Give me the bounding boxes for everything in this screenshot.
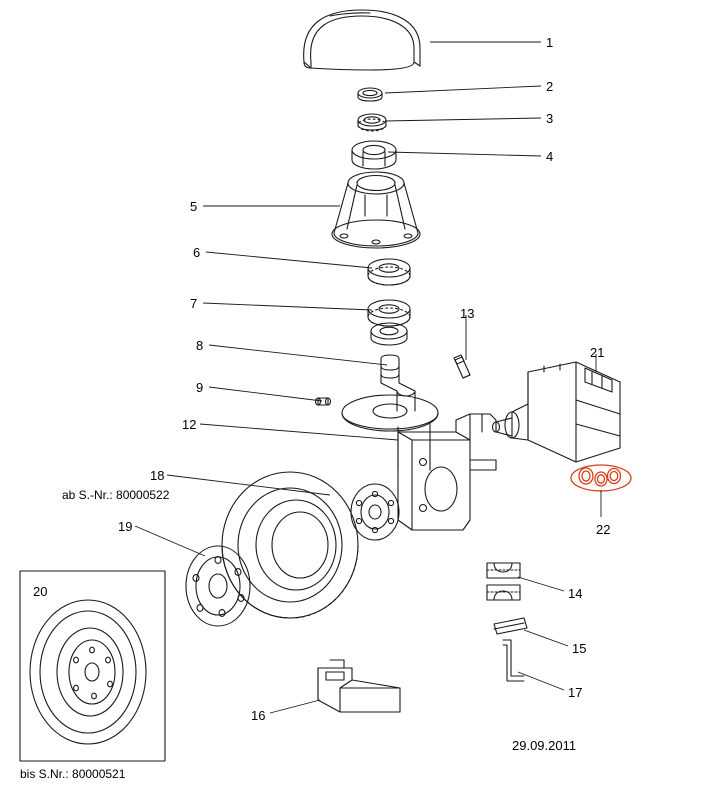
part-20-inset (20, 571, 165, 761)
part-17-rod (503, 640, 524, 681)
leader-line-16 (270, 700, 320, 713)
leader-line-18 (167, 475, 330, 495)
leader-line-17 (518, 672, 564, 690)
leader-line-6 (206, 252, 372, 268)
leader-line-2 (385, 86, 541, 93)
part-5-hub-housing (332, 172, 420, 248)
callout-1[interactable]: 1 (546, 35, 554, 50)
callout-19[interactable]: 19 (118, 519, 133, 534)
part-6-bearing (368, 259, 410, 285)
part-14-clamps (487, 563, 520, 600)
part-4-bearing (352, 141, 396, 169)
part-2-seal (358, 88, 382, 101)
callout-17[interactable]: 17 (568, 685, 583, 700)
leader-line-19 (135, 526, 205, 556)
leader-line-9 (209, 387, 322, 401)
note-upper: ab S.-Nr.: 80000522 (62, 488, 170, 502)
note-lower: bis S.Nr.: 80000521 (20, 767, 126, 781)
leader-line-12 (200, 424, 398, 440)
callout-22[interactable]: 22 (596, 522, 611, 537)
leader-lines (135, 42, 601, 713)
date-stamp: 29.09.2011 (512, 738, 577, 753)
leader-line-4 (388, 152, 541, 156)
callout-18[interactable]: 18 (150, 468, 165, 483)
part-13-bolt (454, 355, 470, 378)
leader-line-7 (203, 303, 372, 310)
callout-15[interactable]: 15 (572, 641, 587, 656)
callout-7[interactable]: 7 (190, 296, 198, 311)
leader-line-14 (518, 577, 564, 591)
part-1-handle (304, 10, 420, 70)
part-8-spindle (342, 355, 438, 470)
callout-5[interactable]: 5 (190, 199, 198, 214)
callout-21[interactable]: 21 (590, 345, 605, 360)
callout-16[interactable]: 16 (251, 708, 266, 723)
callout-9[interactable]: 9 (196, 380, 204, 395)
callout-14[interactable]: 14 (568, 586, 583, 601)
callout-4[interactable]: 4 (546, 149, 554, 164)
part-22-oring-set (571, 465, 631, 491)
part-7-bearing (368, 300, 410, 326)
leader-line-15 (524, 630, 568, 646)
leader-line-8 (209, 345, 387, 365)
part-19-wheel-disc (186, 546, 250, 626)
part-21-hydraulic-motor (493, 362, 621, 462)
part-12-axle-bracket (398, 414, 496, 530)
callout-2[interactable]: 2 (546, 79, 554, 94)
part-3-washer (358, 114, 386, 131)
part-15-key (494, 618, 527, 634)
callout-13[interactable]: 13 (460, 306, 475, 321)
callout-6[interactable]: 6 (193, 245, 201, 260)
callout-3[interactable]: 3 (546, 111, 554, 126)
leader-line-3 (385, 118, 541, 121)
part-16-bracket-plate (318, 660, 400, 712)
callout-20[interactable]: 20 (33, 584, 48, 599)
callout-12[interactable]: 12 (182, 417, 197, 432)
callout-8[interactable]: 8 (196, 338, 204, 353)
part-9-pin (316, 398, 331, 405)
